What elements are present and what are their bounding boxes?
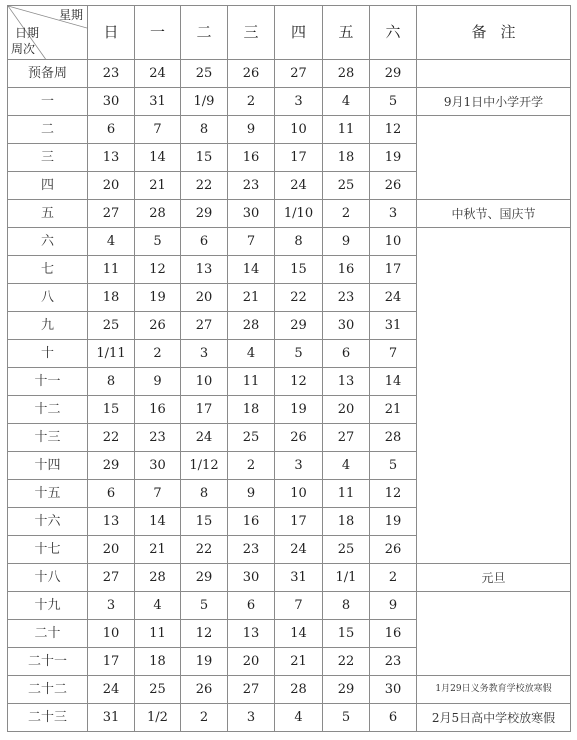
- date-cell-thu: 1/10: [275, 200, 323, 228]
- note-cell: 2月5日高中学校放寒假: [417, 704, 571, 732]
- date-cell-fri: 28: [323, 60, 370, 88]
- school-calendar-table: [7, 5, 571, 732]
- date-cell-thu: 3: [275, 88, 323, 116]
- date-cell-fri: 23: [323, 284, 370, 312]
- date-cell-sat: 28: [370, 424, 417, 452]
- date-cell-fri: 9: [323, 228, 370, 256]
- date-cell-tue: 19: [181, 648, 228, 676]
- date-cell-mon: 21: [135, 172, 181, 200]
- corner-label-date: 日期: [15, 26, 40, 40]
- date-cell-mon: 16: [135, 396, 181, 424]
- header-day-thu: 四: [275, 6, 323, 60]
- week-label: 二十二: [8, 676, 88, 704]
- date-cell-sun: 31: [88, 704, 135, 732]
- week-label: 二十三: [8, 704, 88, 732]
- date-cell-fri: 16: [323, 256, 370, 284]
- week-label: 五: [8, 200, 88, 228]
- week-label: 十八: [8, 564, 88, 592]
- week-row: [8, 60, 571, 88]
- note-cell: 元旦: [417, 564, 571, 592]
- date-cell-sat: 12: [370, 116, 417, 144]
- date-cell-sun: 25: [88, 312, 135, 340]
- note-cell: 1月29日义务教育学校放寒假: [417, 676, 571, 704]
- date-cell-sun: 30: [88, 88, 135, 116]
- date-cell-wed: 9: [228, 480, 275, 508]
- week-row: [8, 676, 571, 704]
- date-cell-fri: 13: [323, 368, 370, 396]
- corner-header-cell: [8, 6, 88, 60]
- date-cell-sun: 27: [88, 564, 135, 592]
- date-cell-sun: 6: [88, 116, 135, 144]
- date-cell-tue: 15: [181, 508, 228, 536]
- date-cell-fri: 2: [323, 200, 370, 228]
- date-cell-tue: 5: [181, 592, 228, 620]
- date-cell-fri: 11: [323, 116, 370, 144]
- date-cell-fri: 29: [323, 676, 370, 704]
- date-cell-sun: 10: [88, 620, 135, 648]
- date-cell-wed: 18: [228, 396, 275, 424]
- date-cell-sat: 19: [370, 508, 417, 536]
- week-label: 预备周: [8, 60, 88, 88]
- date-cell-sun: 4: [88, 228, 135, 256]
- date-cell-wed: 4: [228, 340, 275, 368]
- date-cell-fri: 1/1: [323, 564, 370, 592]
- week-label: 二十: [8, 620, 88, 648]
- date-cell-wed: 16: [228, 508, 275, 536]
- date-cell-fri: 6: [323, 340, 370, 368]
- date-cell-sat: 14: [370, 368, 417, 396]
- date-cell-mon: 26: [135, 312, 181, 340]
- week-label: 十七: [8, 536, 88, 564]
- date-cell-wed: 23: [228, 172, 275, 200]
- date-cell-mon: 28: [135, 200, 181, 228]
- date-cell-mon: 14: [135, 144, 181, 172]
- date-cell-fri: 15: [323, 620, 370, 648]
- date-cell-thu: 7: [275, 592, 323, 620]
- date-cell-sun: 3: [88, 592, 135, 620]
- date-cell-sat: 12: [370, 480, 417, 508]
- date-cell-fri: 27: [323, 424, 370, 452]
- date-cell-tue: 15: [181, 144, 228, 172]
- week-label: 十一: [8, 368, 88, 396]
- date-cell-mon: 28: [135, 564, 181, 592]
- date-cell-wed: 11: [228, 368, 275, 396]
- date-cell-wed: 30: [228, 200, 275, 228]
- date-cell-fri: 5: [323, 704, 370, 732]
- date-cell-mon: 7: [135, 480, 181, 508]
- date-cell-sat: 19: [370, 144, 417, 172]
- date-cell-thu: 28: [275, 676, 323, 704]
- week-label: 十四: [8, 452, 88, 480]
- date-cell-mon: 31: [135, 88, 181, 116]
- date-cell-fri: 4: [323, 452, 370, 480]
- date-cell-thu: 4: [275, 704, 323, 732]
- date-cell-tue: 1/12: [181, 452, 228, 480]
- date-cell-tue: 29: [181, 200, 228, 228]
- date-cell-thu: 10: [275, 480, 323, 508]
- corner-label-week: 周次: [11, 42, 36, 56]
- header-day-tue: 二: [181, 6, 228, 60]
- date-cell-thu: 12: [275, 368, 323, 396]
- date-cell-sun: 20: [88, 172, 135, 200]
- date-cell-sun: 11: [88, 256, 135, 284]
- date-cell-wed: 3: [228, 704, 275, 732]
- date-cell-sat: 31: [370, 312, 417, 340]
- header-day-sat: 六: [370, 6, 417, 60]
- date-cell-sun: 15: [88, 396, 135, 424]
- date-cell-sun: 18: [88, 284, 135, 312]
- date-cell-thu: 26: [275, 424, 323, 452]
- note-cell: [417, 228, 571, 564]
- header-day-mon: 一: [135, 6, 181, 60]
- date-cell-mon: 19: [135, 284, 181, 312]
- date-cell-wed: 7: [228, 228, 275, 256]
- date-cell-sun: 24: [88, 676, 135, 704]
- week-row: [8, 564, 571, 592]
- header-note: [417, 6, 571, 60]
- date-cell-wed: 21: [228, 284, 275, 312]
- date-cell-sat: 5: [370, 452, 417, 480]
- date-cell-wed: 23: [228, 536, 275, 564]
- week-label: 四: [8, 172, 88, 200]
- date-cell-thu: 22: [275, 284, 323, 312]
- date-cell-tue: 25: [181, 60, 228, 88]
- calendar-body: [8, 60, 571, 732]
- date-cell-sun: 17: [88, 648, 135, 676]
- date-cell-mon: 5: [135, 228, 181, 256]
- date-cell-fri: 18: [323, 144, 370, 172]
- header-day-wed: 三: [228, 6, 275, 60]
- date-cell-wed: 9: [228, 116, 275, 144]
- date-cell-thu: 10: [275, 116, 323, 144]
- date-cell-mon: 21: [135, 536, 181, 564]
- week-label: 七: [8, 256, 88, 284]
- date-cell-tue: 3: [181, 340, 228, 368]
- week-row: [8, 200, 571, 228]
- date-cell-sun: 13: [88, 144, 135, 172]
- date-cell-fri: 25: [323, 172, 370, 200]
- date-cell-tue: 13: [181, 256, 228, 284]
- week-label: 十六: [8, 508, 88, 536]
- date-cell-fri: 4: [323, 88, 370, 116]
- week-row: [8, 116, 571, 144]
- note-cell: [417, 116, 571, 200]
- date-cell-wed: 28: [228, 312, 275, 340]
- date-cell-fri: 25: [323, 536, 370, 564]
- date-cell-sat: 7: [370, 340, 417, 368]
- date-cell-tue: 8: [181, 480, 228, 508]
- week-label: 九: [8, 312, 88, 340]
- note-cell: [417, 60, 571, 88]
- date-cell-fri: 8: [323, 592, 370, 620]
- date-cell-sun: 22: [88, 424, 135, 452]
- date-cell-tue: 24: [181, 424, 228, 452]
- date-cell-thu: 19: [275, 396, 323, 424]
- date-cell-sun: 20: [88, 536, 135, 564]
- date-cell-tue: 1/9: [181, 88, 228, 116]
- date-cell-mon: 1/2: [135, 704, 181, 732]
- date-cell-sun: 1/11: [88, 340, 135, 368]
- date-cell-sat: 23: [370, 648, 417, 676]
- date-cell-wed: 2: [228, 452, 275, 480]
- week-label: 二: [8, 116, 88, 144]
- date-cell-fri: 20: [323, 396, 370, 424]
- note-cell: 9月1日中小学开学: [417, 88, 571, 116]
- date-cell-wed: 30: [228, 564, 275, 592]
- date-cell-fri: 11: [323, 480, 370, 508]
- date-cell-wed: 14: [228, 256, 275, 284]
- date-cell-sat: 9: [370, 592, 417, 620]
- date-cell-wed: 16: [228, 144, 275, 172]
- date-cell-mon: 11: [135, 620, 181, 648]
- date-cell-mon: 18: [135, 648, 181, 676]
- header-day-sun: 日: [88, 6, 135, 60]
- week-label: 十: [8, 340, 88, 368]
- date-cell-wed: 26: [228, 60, 275, 88]
- note-cell: [417, 592, 571, 676]
- date-cell-wed: 20: [228, 648, 275, 676]
- week-row: [8, 704, 571, 732]
- date-cell-thu: 27: [275, 60, 323, 88]
- header-note-label: 备注: [471, 23, 530, 41]
- date-cell-thu: 21: [275, 648, 323, 676]
- date-cell-sun: 27: [88, 200, 135, 228]
- date-cell-mon: 12: [135, 256, 181, 284]
- date-cell-sat: 3: [370, 200, 417, 228]
- date-cell-tue: 27: [181, 312, 228, 340]
- date-cell-sat: 26: [370, 172, 417, 200]
- date-cell-sun: 29: [88, 452, 135, 480]
- date-cell-sun: 8: [88, 368, 135, 396]
- date-cell-sat: 30: [370, 676, 417, 704]
- date-cell-tue: 6: [181, 228, 228, 256]
- date-cell-thu: 5: [275, 340, 323, 368]
- date-cell-sat: 26: [370, 536, 417, 564]
- date-cell-sat: 29: [370, 60, 417, 88]
- date-cell-wed: 6: [228, 592, 275, 620]
- date-cell-thu: 3: [275, 452, 323, 480]
- date-cell-mon: 14: [135, 508, 181, 536]
- date-cell-mon: 9: [135, 368, 181, 396]
- date-cell-tue: 26: [181, 676, 228, 704]
- date-cell-tue: 22: [181, 172, 228, 200]
- date-cell-mon: 25: [135, 676, 181, 704]
- date-cell-sat: 16: [370, 620, 417, 648]
- date-cell-wed: 13: [228, 620, 275, 648]
- date-cell-sat: 6: [370, 704, 417, 732]
- week-label: 十五: [8, 480, 88, 508]
- date-cell-thu: 17: [275, 144, 323, 172]
- date-cell-tue: 17: [181, 396, 228, 424]
- date-cell-mon: 7: [135, 116, 181, 144]
- week-label: 三: [8, 144, 88, 172]
- date-cell-sat: 10: [370, 228, 417, 256]
- week-row: [8, 592, 571, 620]
- date-cell-thu: 24: [275, 172, 323, 200]
- week-label: 十九: [8, 592, 88, 620]
- date-cell-wed: 25: [228, 424, 275, 452]
- date-cell-sun: 13: [88, 508, 135, 536]
- date-cell-sat: 24: [370, 284, 417, 312]
- date-cell-mon: 30: [135, 452, 181, 480]
- date-cell-mon: 23: [135, 424, 181, 452]
- date-cell-thu: 14: [275, 620, 323, 648]
- corner-label-weekday: 星期: [58, 8, 83, 22]
- header-row: [8, 6, 571, 60]
- date-cell-tue: 10: [181, 368, 228, 396]
- date-cell-tue: 29: [181, 564, 228, 592]
- date-cell-wed: 2: [228, 88, 275, 116]
- date-cell-sun: 23: [88, 60, 135, 88]
- date-cell-sat: 5: [370, 88, 417, 116]
- date-cell-wed: 27: [228, 676, 275, 704]
- date-cell-tue: 20: [181, 284, 228, 312]
- date-cell-sat: 2: [370, 564, 417, 592]
- date-cell-fri: 18: [323, 508, 370, 536]
- date-cell-mon: 2: [135, 340, 181, 368]
- week-label: 十二: [8, 396, 88, 424]
- date-cell-mon: 24: [135, 60, 181, 88]
- note-cell: 中秋节、国庆节: [417, 200, 571, 228]
- date-cell-thu: 15: [275, 256, 323, 284]
- date-cell-tue: 8: [181, 116, 228, 144]
- date-cell-thu: 8: [275, 228, 323, 256]
- date-cell-sat: 21: [370, 396, 417, 424]
- date-cell-thu: 29: [275, 312, 323, 340]
- date-cell-sat: 17: [370, 256, 417, 284]
- week-label: 二十一: [8, 648, 88, 676]
- week-label: 八: [8, 284, 88, 312]
- date-cell-thu: 24: [275, 536, 323, 564]
- date-cell-tue: 22: [181, 536, 228, 564]
- header-day-fri: 五: [323, 6, 370, 60]
- week-label: 十三: [8, 424, 88, 452]
- date-cell-thu: 31: [275, 564, 323, 592]
- date-cell-mon: 4: [135, 592, 181, 620]
- week-row: [8, 88, 571, 116]
- date-cell-fri: 22: [323, 648, 370, 676]
- date-cell-thu: 17: [275, 508, 323, 536]
- date-cell-tue: 12: [181, 620, 228, 648]
- date-cell-sun: 6: [88, 480, 135, 508]
- date-cell-fri: 30: [323, 312, 370, 340]
- week-label: 一: [8, 88, 88, 116]
- week-label: 六: [8, 228, 88, 256]
- date-cell-tue: 2: [181, 704, 228, 732]
- week-row: [8, 228, 571, 256]
